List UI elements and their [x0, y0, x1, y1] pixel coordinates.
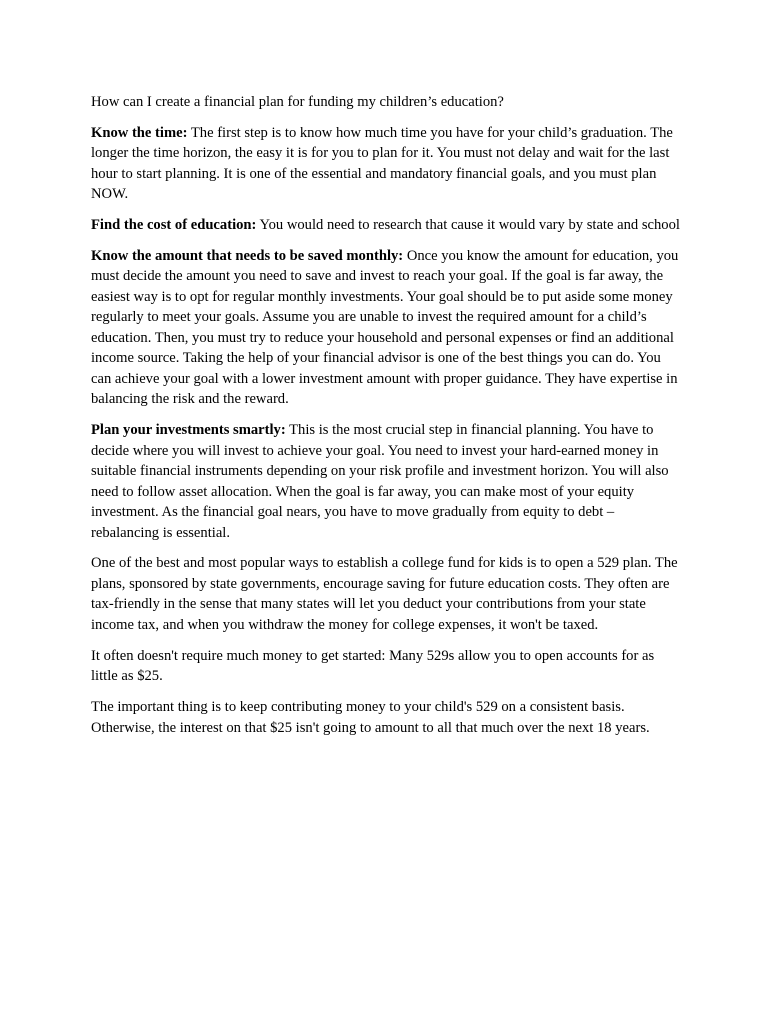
section-heading: Plan your investments smartly:: [91, 422, 286, 439]
section-heading: Know the time:: [91, 124, 188, 141]
section-text: You would need to research that cause it would vary by state and school: [256, 217, 680, 234]
section-text: The first step is to know how much time you have for your child’s graduation. The longer the time horizon, the easy it is for you to plan for it. You must not delay and wait for the last hour to start planning. It is one of the essential and mandatory financial goals, and you must plan NOW.: [91, 124, 673, 203]
paragraph-getting-started: It often doesn't require much money to get started: Many 529s allow you to open accounts for as little as $25.: [91, 647, 655, 685]
section-amount-saved-monthly: [91, 246, 681, 410]
document-question: How can I create a financial plan for funding my children’s education?: [91, 94, 504, 110]
paragraph-529-plan: One of the best and most popular ways to establish a college fund for kids is to open a 529 plan. The plans, sponsored by state governments, encourage saving for future education costs. They often are tax-friendly in the sense that many states will let you deduct your contributions from your state income tax, and when you withdraw the money for college expenses, it won't be taxed.: [91, 555, 678, 633]
section-heading: Find the cost of education:: [91, 217, 257, 234]
paragraph-consistent-contributions: The important thing is to keep contributing money to your child's 529 on a consistent basis. Otherwise, the interest on that $25 isn't going to amount to all that much over the next 18 years.: [91, 699, 650, 736]
section-text: Once you know the amount for education, you must decide the amount you need to save and invest to reach your goal. If the goal is far away, the easiest way is to opt for regular monthly investments. Your goal should be to put aside some money regularly to meet your goals. Assume you are unable to invest the required amount for a child’s education. Then, you must try to reduce your household and personal expenses or find an additional income source. Taking the help of your financial advisor is one of the best things you can do. You can achieve your goal with a lower investment amount with proper guidance. They have expertise in balancing the risk and the reward.: [91, 247, 679, 408]
section-know-the-time: [91, 123, 681, 205]
section-heading: Know the amount that needs to be saved monthly:: [91, 247, 404, 264]
section-text: This is the most crucial step in financial planning. You have to decide where you will invest to achieve your goal. You need to invest your hard-earned money in suitable financial instruments depending on your risk profile and investment horizon. You will also need to follow asset allocation. When the goal is far away, you can make most of your equity investment. As the financial goal nears, you have to move gradually from equity to debt – rebalancing is essential.: [91, 422, 669, 541]
document-body: [91, 92, 681, 748]
section-plan-investments: [91, 420, 681, 543]
section-cost-of-education: [91, 215, 681, 236]
